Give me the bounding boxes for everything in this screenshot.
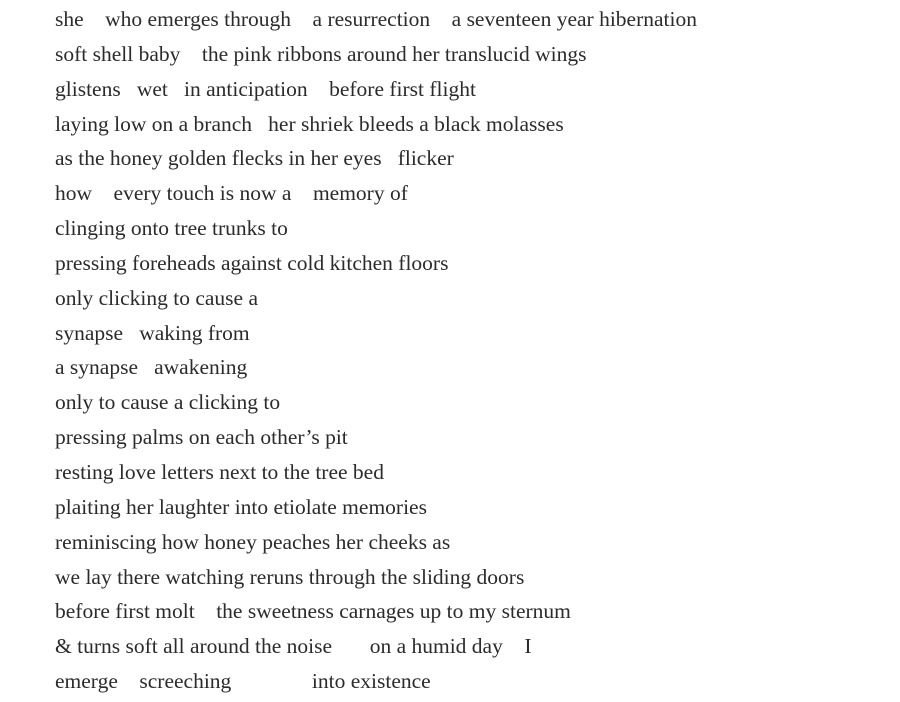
poem-line-16: reminiscing how honey peaches her cheeks as	[55, 529, 451, 554]
poem-line-9: only clicking to cause a	[55, 285, 258, 310]
poem-line-1: she who emerges through a resurrection a seventeen year hibernation	[55, 7, 697, 31]
poem-line-4: laying low on a branch her shriek bleeds a black molasses	[55, 111, 564, 136]
poem-line-14: resting love letters next to the tree bed	[55, 459, 384, 484]
poem-line-11: a synapse awakening	[55, 355, 248, 380]
poem-line-8: pressing foreheads against cold kitchen floors	[55, 250, 449, 275]
poem-line-2: soft shell baby the pink ribbons around her translucid wings	[55, 41, 587, 66]
poem-line-13: pressing palms on each other’s pit	[55, 425, 348, 450]
poem-line-5: as the honey golden flecks in her eyes flicker	[55, 146, 454, 171]
poem-line-19: & turns soft all around the noise on a humid day I	[55, 634, 532, 659]
poem-line-17: we lay there watching reruns through the sliding doors	[55, 564, 525, 589]
poem-text	[55, 0, 697, 697]
poem-line-15: plaiting her laughter into etiolate memories	[55, 494, 427, 519]
poem-line-6: how every touch is now a memory of	[55, 181, 408, 206]
poem-line-18: before first molt the sweetness carnages up to my sternum	[55, 599, 571, 624]
poem-line-7: clinging onto tree trunks to	[55, 216, 288, 241]
poem-line-3: glistens wet in anticipation before first flight	[55, 76, 476, 101]
poem-line-10: synapse waking from	[55, 320, 250, 345]
poem-line-20: emerge screeching into existence	[55, 669, 431, 694]
poem-line-12: only to cause a clicking to	[55, 390, 281, 415]
